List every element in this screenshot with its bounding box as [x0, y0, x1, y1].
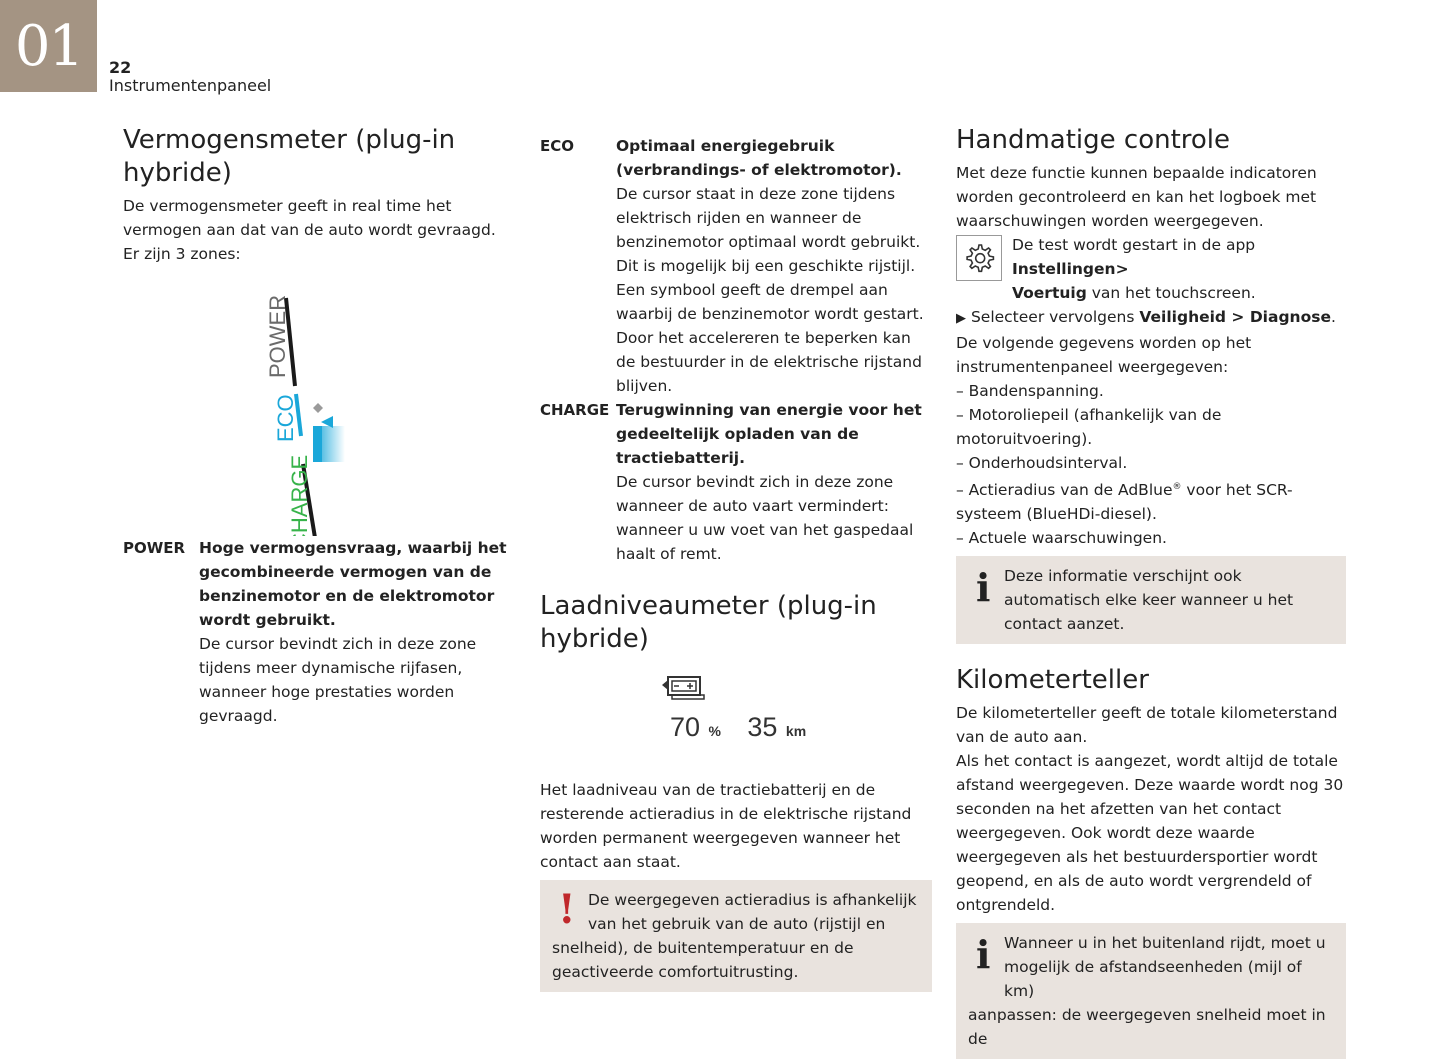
- warning-line-1: De weergegeven actieradius is afhankelijk: [588, 891, 917, 909]
- test-text-post: van het touchscreen.: [1086, 284, 1256, 302]
- zone-eco-text-2: Een symbool geeft de drempel aan waarbij de benzinemotor wordt gestart. Door het accelereren te beperken kan de bestuurder in de elektrische rijstand blijven.: [616, 281, 924, 395]
- charge-percent-unit: %: [708, 723, 721, 739]
- warning-rest: snelheid), de buitentemperatuur en de geactiveerde comfortuitrusting.: [552, 939, 854, 981]
- list-item: [956, 475, 1346, 526]
- zone-power-label: POWER: [123, 539, 186, 557]
- settings-instruction: [956, 233, 1346, 305]
- info-icon: i: [976, 932, 991, 978]
- indicator-list: [956, 379, 1346, 550]
- gauge-label-eco: ECO: [273, 394, 298, 442]
- test-text-pre: De test wordt gestart in de app: [1012, 236, 1256, 254]
- info-auto-text: Deze informatie verschijnt ook automatisch elke keer wanneer u het contact aanzet.: [1004, 567, 1294, 634]
- gauge-label-charge: CHARGE: [287, 454, 312, 536]
- zone-power: [123, 536, 508, 728]
- power-gauge-graphic: [123, 266, 508, 536]
- zone-charge: [540, 398, 932, 566]
- zone-charge-text: De cursor bevindt zich in deze zone wanneer de auto vaart vermindert: wanneer u uw voet van het gaspedaal haalt of remt.: [616, 473, 914, 563]
- charge-level-title: Laadniveaumeter (plug-in hybride): [540, 591, 877, 654]
- list-item: – Actuele waarschuwingen.: [956, 529, 1167, 548]
- info-box-auto: [956, 556, 1346, 644]
- adblue-pre: – Actieradius van de AdBlue: [956, 481, 1173, 500]
- zone-charge-label: CHARGE: [540, 401, 610, 419]
- manual-check-intro: Met deze functie kunnen bepaalde indicatoren worden gecontroleerd en kan het logboek met waarschuwingen worden weergegeven.: [956, 164, 1317, 230]
- column-power-meter: [123, 124, 508, 728]
- step-text-safety: Veiligheid: [1139, 308, 1227, 326]
- zone-power-heading: Hoge vermogensvraag, waarbij het gecombineerde vermogen van de benzinemotor en de elektromotor wordt gebruikt.: [199, 539, 507, 629]
- odometer-title: Kilometerteller: [956, 665, 1149, 696]
- charge-level-display: [540, 672, 932, 762]
- step-text-pre: Selecteer vervolgens: [970, 308, 1140, 326]
- play-arrow-icon: ▶: [956, 311, 966, 326]
- adblue-sup: ®: [1172, 482, 1182, 492]
- info-box-abroad: [956, 923, 1346, 1059]
- zone-power-text: De cursor bevindt zich in deze zone tijdens meer dynamische rijfasen, wanneer hoge prestaties worden gevraagd.: [199, 635, 477, 725]
- zone-eco-heading: Optimaal energiegebruik (verbrandings- of elektromotor).: [616, 137, 902, 179]
- manual-check-title: Handmatige controle: [956, 125, 1231, 155]
- select-step: [956, 305, 1346, 331]
- zone-eco: [540, 134, 932, 398]
- list-item: – Bandenspanning.: [956, 382, 1104, 400]
- gauge-cursor: [313, 426, 322, 462]
- column-zones-battery: [540, 134, 932, 992]
- list-intro: De volgende gegevens worden op het instrumentenpaneel weergegeven:: [956, 334, 1252, 376]
- info-abroad-line-1: Wanneer u in het buitenland rijdt, moet u: [1004, 934, 1326, 953]
- zone-charge-heading: Terugwinning van energie voor het gedeeltelijk opladen van de tractiebatterij.: [616, 401, 922, 467]
- adblue-post: voor het SCR-systeem (BlueHDi-diesel).: [956, 481, 1293, 524]
- chapter-name: Instrumentenpaneel: [109, 76, 272, 95]
- step-text-post: .: [1330, 308, 1336, 326]
- power-meter-intro: De vermogensmeter geeft in real time het vermogen aan dat van de auto wordt gevraagd.: [123, 197, 496, 239]
- page-number: 22: [109, 58, 132, 77]
- odometer-text-1: De kilometerteller geeft de totale kilometerstand van de auto aan.: [956, 704, 1338, 747]
- warning-box: [540, 880, 932, 992]
- charge-percent-value: 70: [670, 712, 701, 742]
- exclamation-icon: !: [558, 886, 576, 933]
- power-meter-title: Vermogensmeter (plug-in hybride): [123, 125, 456, 188]
- zone-eco-label: ECO: [540, 137, 575, 155]
- test-text-settings: Instellingen>: [1012, 260, 1129, 278]
- gauge-label-power: POWER: [265, 294, 290, 378]
- settings-gear-icon: [956, 235, 1002, 281]
- battery-plug-icon: [660, 672, 706, 702]
- chapter-tab: 01: [0, 0, 97, 92]
- test-text-vehicle: Voertuig: [1012, 284, 1087, 302]
- info-icon: i: [976, 565, 991, 611]
- charge-level-text: Het laadniveau van de tractiebatterij en de resterende actieradius in de elektrische rijstand worden permanent weergegeven wanneer het contact aan staat.: [540, 781, 912, 871]
- step-text-sep: >: [1226, 308, 1250, 326]
- power-gauge-figure: [123, 266, 508, 536]
- info-abroad-line-2: mogelijk de afstandseenheden (mijl of km): [1004, 958, 1302, 1001]
- warning-line-2: van het gebruik van de auto (rijstijl en: [588, 915, 886, 933]
- info-abroad-rest: aanpassen: de weergegeven snelheid moet in de: [968, 1006, 1326, 1049]
- range-km-unit: km: [785, 723, 807, 739]
- zone-eco-text-1: De cursor staat in deze zone tijdens elektrisch rijden en wanneer de benzinemotor optimaal wordt gebruikt. Dit is mogelijk bij een geschikte rijstijl.: [616, 185, 921, 275]
- list-item: – Motoroliepeil (afhankelijk van de motoruitvoering).: [956, 406, 1222, 448]
- list-item: – Onderhoudsinterval.: [956, 454, 1128, 472]
- threshold-diamond-icon: [313, 403, 323, 413]
- range-km-value: 35: [747, 712, 778, 742]
- zones-count: Er zijn 3 zones:: [123, 245, 241, 263]
- column-manual-check: [956, 124, 1346, 1059]
- step-text-diagnose: Diagnose: [1249, 308, 1331, 326]
- odometer-text-2: Als het contact is aangezet, wordt altijd de totale afstand weergegeven. Deze waarde wordt nog 30 seconden na het afzetten van het contact weergegeven. Ook wordt deze waarde weergegeven als het bestuurdersportier wordt geopend, en als de auto wordt vergrendeld of ontgrendeld.: [956, 752, 1344, 915]
